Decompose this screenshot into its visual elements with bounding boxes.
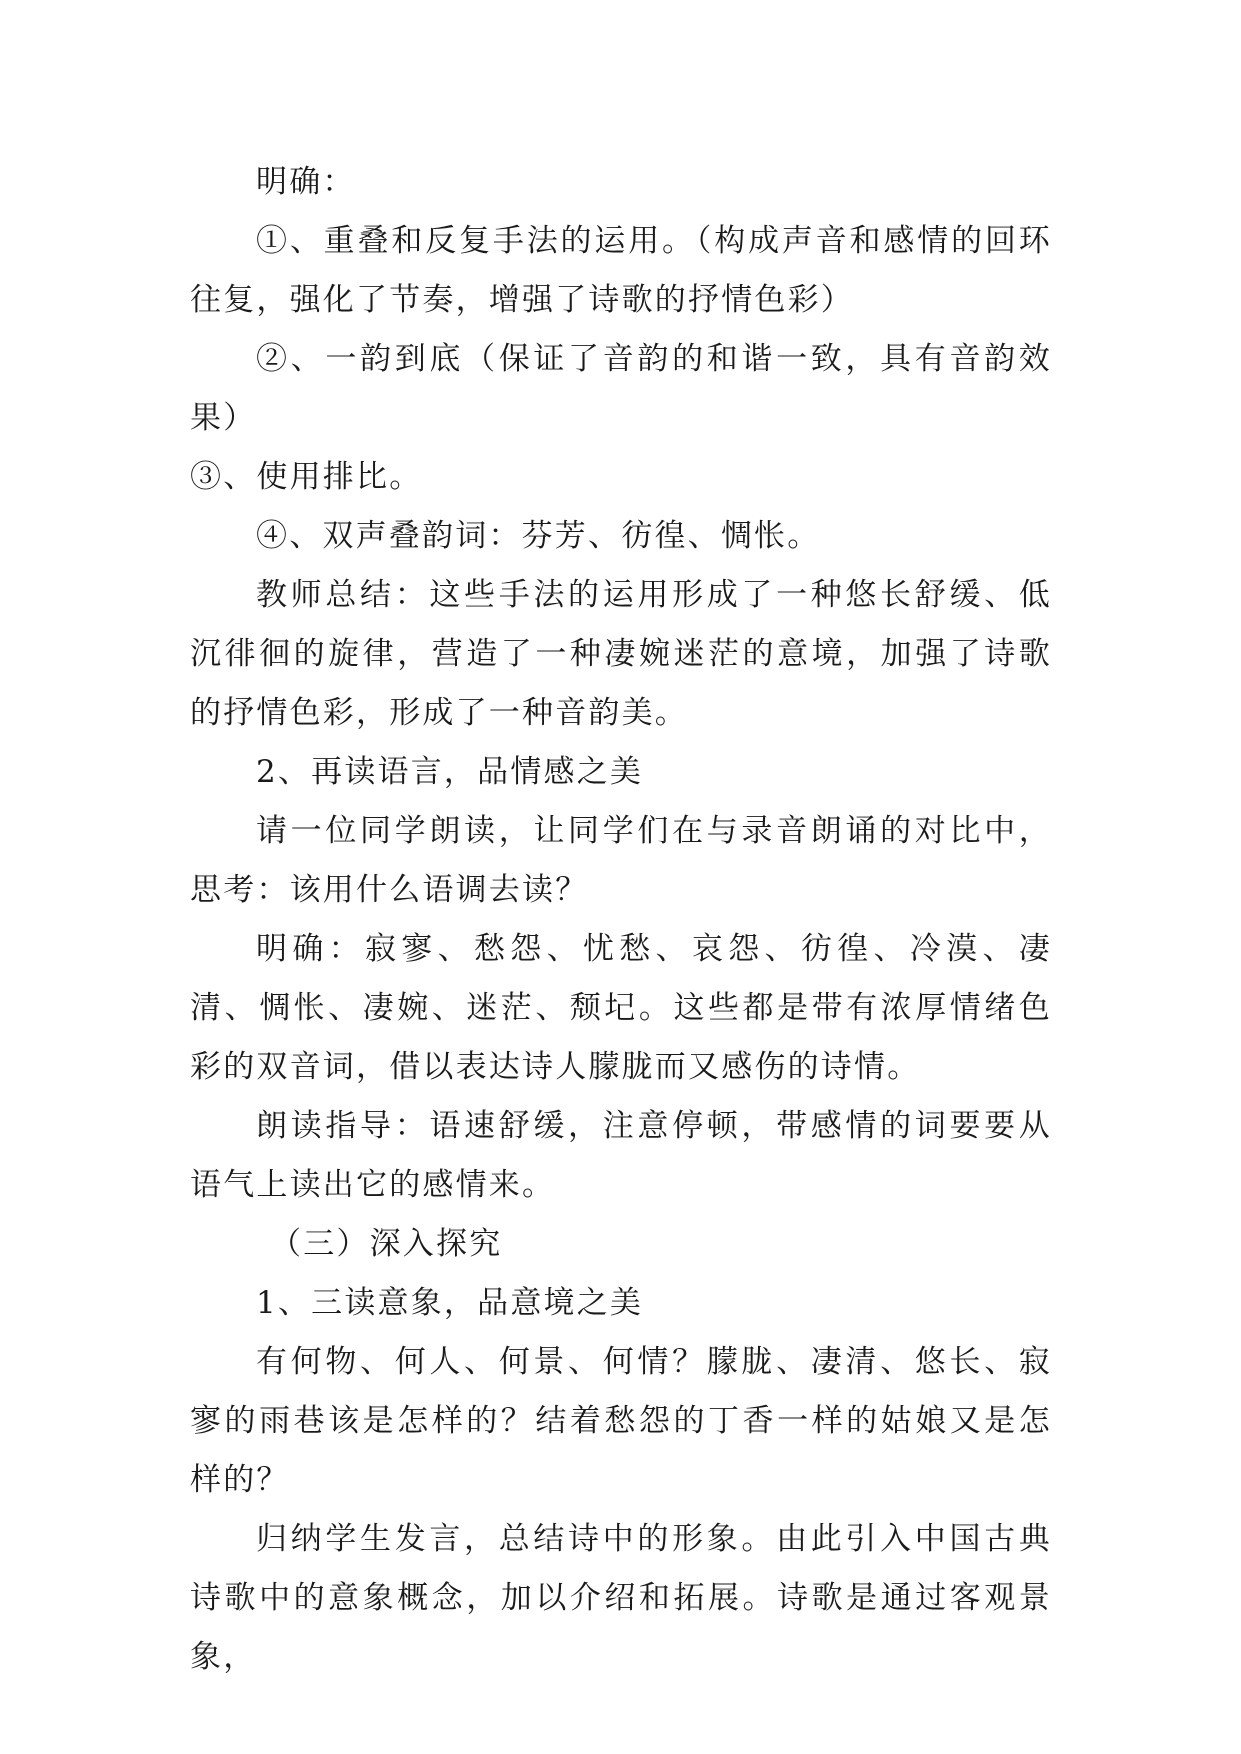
section-heading: 2、再读语言，品情感之美 <box>256 754 644 790</box>
paragraph: 有何物、何人、何景、何情？朦胧、凄清、悠长、寂寥的雨巷该是怎样的？结着愁怨的丁香一样的姑娘又是怎样的？ <box>190 1344 1052 1498</box>
paragraph: 明确： <box>256 164 356 200</box>
section-heading: 1、三读意象，品意境之美 <box>256 1285 644 1321</box>
paragraph: ④、双声叠韵词：芬芳、彷徨、惆怅。 <box>256 518 821 554</box>
paragraph: ②、一韵到底（保证了音韵的和谐一致，具有音韵效果） <box>190 341 1052 436</box>
body-text <box>190 153 1052 1687</box>
paragraph: ①、重叠和反复手法的运用。（构成声音和感情的回环往复，强化了节奏，增强了诗歌的抒情色彩） <box>190 223 1052 318</box>
section-heading: （三）深入探究 <box>270 1226 503 1262</box>
paragraph: 请一位同学朗读，让同学们在与录音朗诵的对比中，思考：该用什么语调去读？ <box>190 813 1052 908</box>
paragraph: ③、使用排比。 <box>190 459 423 495</box>
paragraph: 朗读指导：语速舒缓，注意停顿，带感情的词要要从语气上读出它的感情来。 <box>190 1108 1052 1203</box>
paragraph: 归纳学生发言，总结诗中的形象。由此引入中国古典诗歌中的意象概念，加以介绍和拓展。诗歌是通过客观景象， <box>190 1521 1052 1675</box>
paragraph: 明确：寂寥、愁怨、忧愁、哀怨、彷徨、冷漠、凄清、惆怅、凄婉、迷茫、颓圮。这些都是带有浓厚情绪色彩的双音词，借以表达诗人朦胧而又感伤的诗情。 <box>190 931 1052 1085</box>
paragraph: 教师总结：这些手法的运用形成了一种悠长舒缓、低沉徘徊的旋律，营造了一种凄婉迷茫的意境，加强了诗歌的抒情色彩，形成了一种音韵美。 <box>190 577 1052 731</box>
